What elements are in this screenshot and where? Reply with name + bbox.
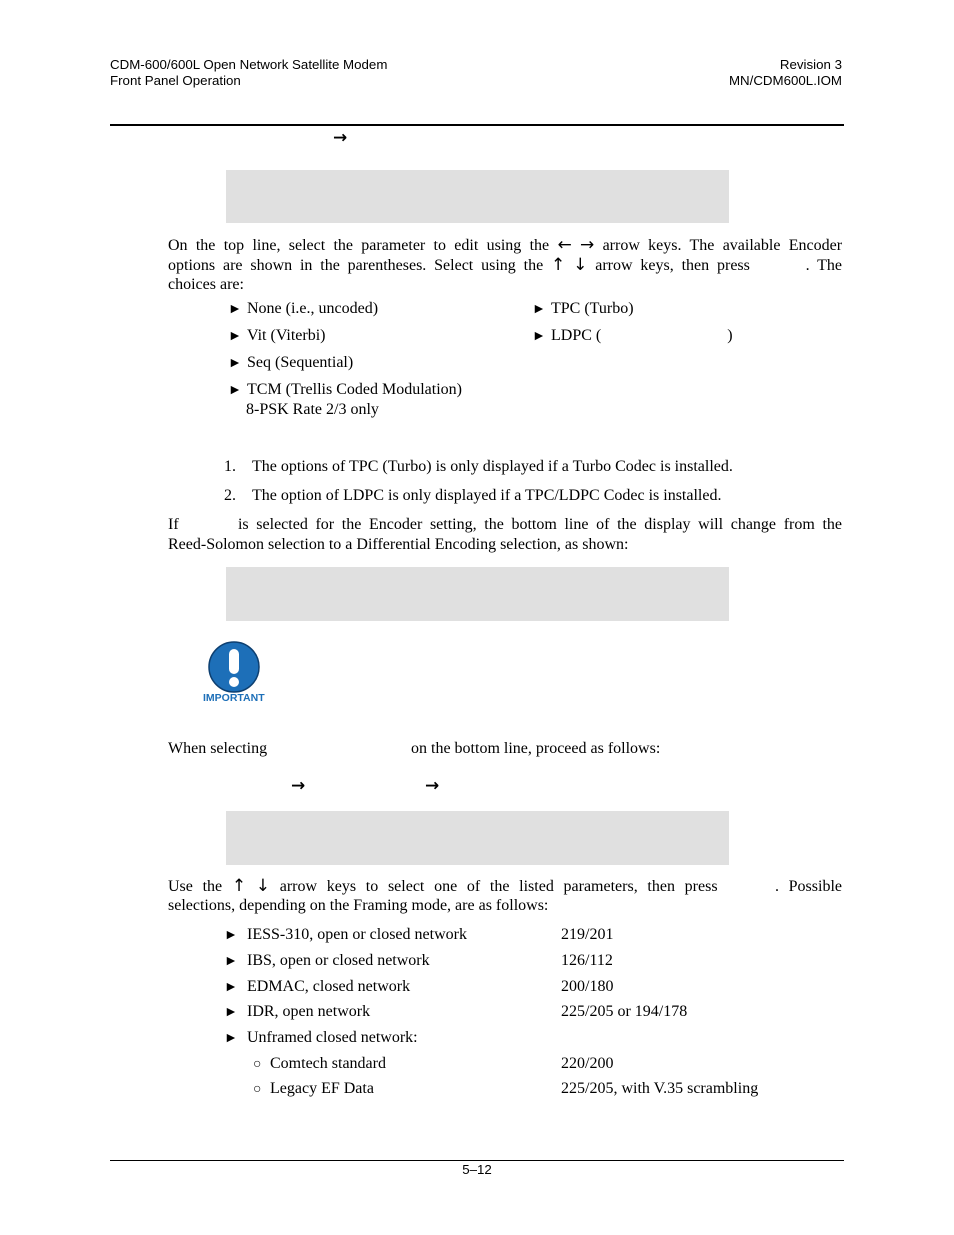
important-label: IMPORTANT: [203, 692, 265, 704]
note-1: 1. The options of TPC (Turbo) is only displayed if a Turbo Codec is installed.: [224, 458, 733, 475]
lcd-display-rs: [226, 811, 729, 865]
bullet-triangle-icon: ►: [224, 980, 238, 995]
intro-text-1b: arrow keys. The available Encoder: [602, 237, 843, 254]
menu-path-arrow: →: [333, 128, 348, 148]
use-text-line2: selections, depending on the Framing mode, are as follows:: [168, 897, 549, 914]
differential-encoding-paragraph: [168, 515, 842, 555]
intro-text-1a: On the top line, select the parameter to edit using the: [168, 237, 550, 254]
header-rule: [110, 124, 844, 126]
when-selecting-b: on the bottom line, proceed as follows:: [411, 740, 661, 757]
down-arrow-key-icon: ↓: [255, 876, 271, 896]
bullet-triangle-icon: ►: [224, 1005, 238, 1020]
if-text-a: If: [168, 516, 179, 533]
framing-value-efdata: 225/205, with V.35 scrambling: [561, 1080, 759, 1097]
use-arrow-keys-paragraph: [168, 876, 842, 916]
note-2: 2. The option of LDPC is only displayed if a TPC/LDPC Codec is installed.: [224, 487, 722, 504]
menu-path-arrow: →: [291, 776, 306, 796]
bullet-triangle-icon: ►: [532, 302, 546, 317]
use-text-b: arrow keys to select one of the listed parameters, then press: [279, 878, 718, 895]
framing-subitem-comtech: ○ Comtech standard: [253, 1054, 386, 1075]
menu-path-arrow: →: [425, 776, 440, 796]
encoder-choice-seq: ► Seq (Sequential): [228, 353, 353, 374]
use-text-c: . Possible: [774, 878, 842, 895]
bullet-triangle-icon: ►: [224, 1031, 238, 1046]
bullet-triangle-icon: ►: [228, 302, 242, 317]
framing-value-comtech: 220/200: [561, 1055, 614, 1072]
header-section: Front Panel Operation: [110, 73, 241, 88]
framing-item-edmac: ► EDMAC, closed network: [224, 977, 410, 998]
encoder-choice-tcm: ► TCM (Trellis Coded Modulation): [228, 380, 462, 401]
if-text-b: is selected for the Encoder setting, the bottom line of the display will change from the: [237, 516, 842, 533]
intro-text-2a: options are shown in the parentheses. Select using the: [168, 257, 544, 274]
framing-item-unframed: ► Unframed closed network:: [224, 1028, 418, 1049]
encoder-choice-ldpc: ► LDPC ( ): [532, 326, 733, 347]
framing-subitem-efdata: ○ Legacy EF Data: [253, 1079, 374, 1100]
if-text-line2: Reed-Solomon selection to a Differential Encoding selection, as shown:: [168, 536, 629, 553]
lcd-display-differential: [226, 567, 729, 621]
bullet-triangle-icon: ►: [224, 928, 238, 943]
page-number: 5–12: [462, 1162, 492, 1177]
header-revision: Revision 3: [779, 57, 842, 72]
intro-text-2c: . The: [805, 257, 843, 274]
up-arrow-key-icon: ↑: [231, 876, 247, 896]
intro-text-2b: arrow keys, then press: [595, 257, 750, 274]
framing-value-edmac: 200/180: [561, 978, 614, 995]
footer-rule: [110, 1160, 844, 1161]
framing-value-ibs: 126/112: [561, 952, 613, 969]
framing-item-iess310: ► IESS-310, open or closed network: [224, 925, 467, 946]
encoder-choice-tpc: ► TPC (Turbo): [532, 299, 634, 320]
bullet-circle-icon: ○: [253, 1057, 262, 1072]
framing-item-idr: ► IDR, open network: [224, 1002, 370, 1023]
lcd-display-encoder: [226, 170, 729, 223]
bullet-triangle-icon: ►: [228, 356, 242, 371]
tcm-note: 8-PSK Rate 2/3 only: [246, 401, 379, 418]
important-icon: [200, 641, 270, 707]
bullet-triangle-icon: ►: [224, 954, 238, 969]
left-arrow-key-icon: ←: [557, 235, 572, 255]
right-arrow-key-icon: →: [580, 235, 595, 255]
encoder-choice-vit: ► Vit (Viterbi): [228, 326, 326, 347]
encoder-choice-none: ► None (i.e., uncoded): [228, 299, 378, 320]
bullet-triangle-icon: ►: [532, 329, 546, 344]
header-title: CDM-600/600L Open Network Satellite Modem: [110, 57, 388, 72]
bullet-triangle-icon: ►: [228, 329, 242, 344]
bullet-circle-icon: ○: [253, 1082, 262, 1097]
framing-value-iess310: 219/201: [561, 926, 614, 943]
intro-text-3: choices are:: [168, 276, 244, 293]
encoder-intro-paragraph: [168, 235, 842, 295]
framing-value-idr: 225/205 or 194/178: [561, 1003, 688, 1020]
bullet-triangle-icon: ►: [228, 383, 242, 398]
header-doc-number: MN/CDM600L.IOM: [728, 73, 842, 88]
up-arrow-key-icon: ↑: [551, 255, 566, 275]
use-text-a: Use the: [168, 878, 223, 895]
framing-item-ibs: ► IBS, open or closed network: [224, 951, 430, 972]
down-arrow-key-icon: ↓: [573, 255, 588, 275]
when-selecting-a: When selecting: [168, 740, 268, 757]
